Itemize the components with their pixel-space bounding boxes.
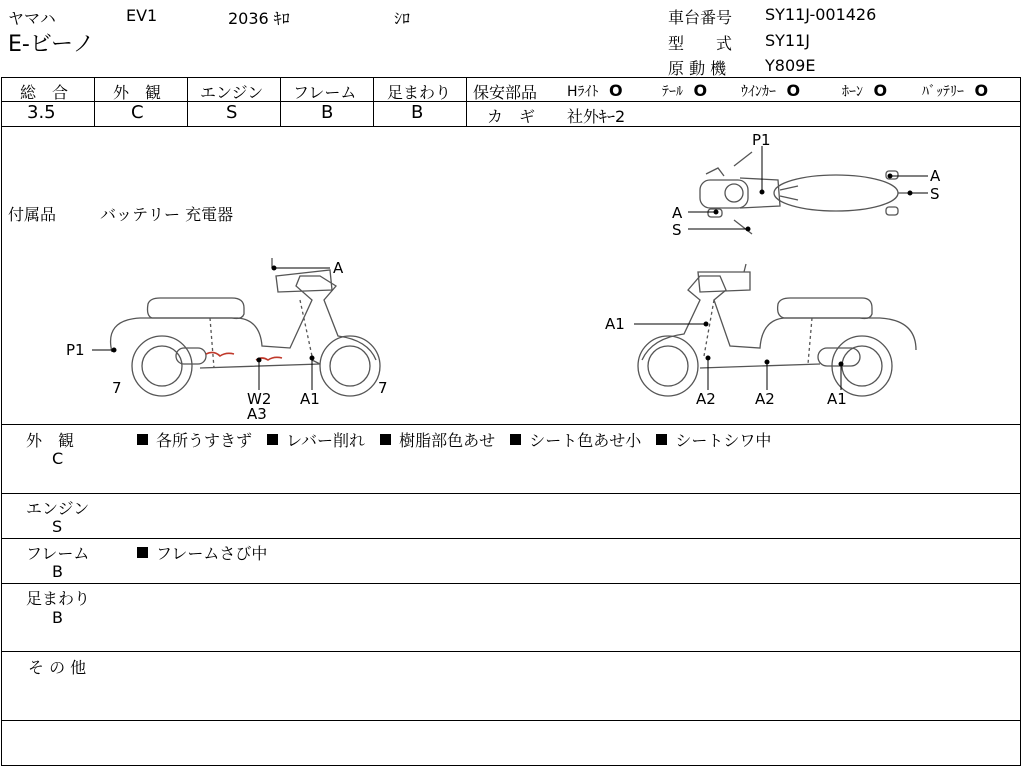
grade-label-frame: フレーム [293, 83, 357, 102]
engine-value: Y809E [765, 56, 816, 75]
safety-item-battery [922, 81, 988, 101]
label-left-seven-b: 7 [378, 379, 388, 397]
safety-status: O [608, 81, 623, 100]
notes-row-line [1, 651, 1021, 652]
safety-item-name: ﾃｰﾙ [662, 84, 683, 100]
notes-row-line [1, 538, 1021, 539]
remark: シートシワ中 [675, 431, 772, 450]
model-code: EV1 [126, 6, 158, 25]
notes-grade-suspension: B [52, 608, 63, 627]
label-left-a: A [333, 259, 344, 277]
label-top-a-right: A [930, 167, 941, 185]
color: ｼﾛ [394, 9, 411, 28]
grade-label-suspension: 足まわり [387, 83, 452, 102]
notes-grade-exterior: C [52, 449, 64, 468]
notes-category-suspension: 足まわり [26, 589, 91, 608]
grade-value-suspension: B [411, 102, 424, 123]
label-right-a1-top: A1 [605, 315, 625, 333]
notes-row-line [1, 583, 1021, 584]
remark: 各所うすきず [156, 431, 253, 450]
safety-divider [466, 101, 1021, 102]
remark: フレームさび中 [156, 544, 268, 563]
scratch-marks [206, 352, 282, 360]
label-left-w2: W2 [247, 390, 272, 408]
label-left-p1: P1 [66, 341, 85, 359]
frame-no: SY11J-001426 [765, 5, 877, 24]
label-top-s-right: S [930, 185, 940, 203]
safety-item-winker [741, 81, 800, 101]
label-right-a2-left: A2 [696, 390, 716, 408]
notes-row-line [1, 720, 1021, 721]
grade-col-line [373, 77, 374, 126]
safety-status: O [786, 81, 801, 100]
remark: 樹脂部色あせ [399, 431, 496, 450]
accessories-value: バッテリー 充電器 [100, 205, 234, 224]
safety-item-horn [842, 81, 887, 101]
notes-remarks-frame [137, 541, 267, 564]
label-top-a-left: A [672, 204, 683, 222]
maker: ヤマハ [8, 9, 56, 28]
label-left-a1: A1 [300, 390, 320, 408]
grade-col-line [187, 77, 188, 126]
bullet-icon [137, 434, 148, 445]
safety-status: O [873, 81, 888, 100]
grade-label-overall: 総 合 [20, 83, 69, 102]
notes-category-other: そ の 他 [28, 658, 87, 677]
key-value: 社外ｷｰ2 [567, 107, 626, 126]
notes-remarks-exterior [137, 428, 771, 451]
accessories-label: 付属品 [8, 205, 57, 224]
notes-category-frame: フレーム [26, 544, 90, 563]
key-label: カ ギ [487, 107, 536, 126]
grade-col-line [280, 77, 281, 126]
grade-col-line [94, 77, 95, 126]
label-top-s-left: S [672, 221, 682, 239]
bullet-icon [267, 434, 278, 445]
label-top-p1: P1 [752, 131, 771, 149]
type-label: 型 式 [668, 34, 733, 53]
frame-no-label: 車台番号 [668, 8, 733, 27]
scooter-diagram [0, 126, 1024, 424]
engine-label: 原 動 機 [668, 59, 727, 78]
safety-item-name: ｳｲﾝｶｰ [741, 84, 776, 100]
bullet-icon [510, 434, 521, 445]
diagram-bottom-line [1, 424, 1021, 425]
safety-item-tail [662, 81, 707, 101]
remark: シート色あせ小 [529, 431, 642, 450]
label-right-a2-mid: A2 [755, 390, 775, 408]
label-right-a1-bottom: A1 [827, 390, 847, 408]
notes-category-engine: エンジン [26, 499, 90, 518]
grade-value-exterior: C [131, 102, 144, 123]
grade-col-line [466, 77, 467, 126]
mileage: 2036 ｷﾛ [228, 9, 290, 28]
type-value: SY11J [765, 31, 811, 50]
safety-item-name: ﾊﾞｯﾃﾘｰ [922, 84, 964, 100]
bullet-icon [656, 434, 667, 445]
label-left-seven-a: 7 [112, 379, 122, 397]
remark: レバー削れ [286, 431, 365, 450]
notes-grade-engine: S [52, 517, 63, 536]
notes-category-exterior: 外 観 [26, 431, 75, 450]
grade-label-exterior: 外 観 [113, 83, 162, 102]
label-left-a3: A3 [247, 405, 267, 423]
safety-label: 保安部品 [473, 83, 538, 102]
notes-row-line [1, 493, 1021, 494]
top-view-scooter [700, 152, 910, 234]
safety-item-headlight [567, 81, 623, 101]
grade-value-overall: 3.5 [27, 102, 56, 123]
safety-item-name: ﾎｰﾝ [842, 84, 863, 100]
grade-label-engine: エンジン [200, 83, 264, 102]
model-name: E-ビーノ [8, 32, 95, 57]
safety-status: O [693, 81, 708, 100]
grade-value-engine: S [226, 102, 238, 123]
left-side-scooter [111, 258, 380, 396]
grade-value-frame: B [321, 102, 334, 123]
bullet-icon [137, 547, 148, 558]
right-side-scooter [638, 264, 916, 396]
safety-item-name: Hﾗｲﾄ [567, 84, 599, 100]
notes-grade-frame: B [52, 562, 63, 581]
bullet-icon [380, 434, 391, 445]
safety-status: O [974, 81, 989, 100]
